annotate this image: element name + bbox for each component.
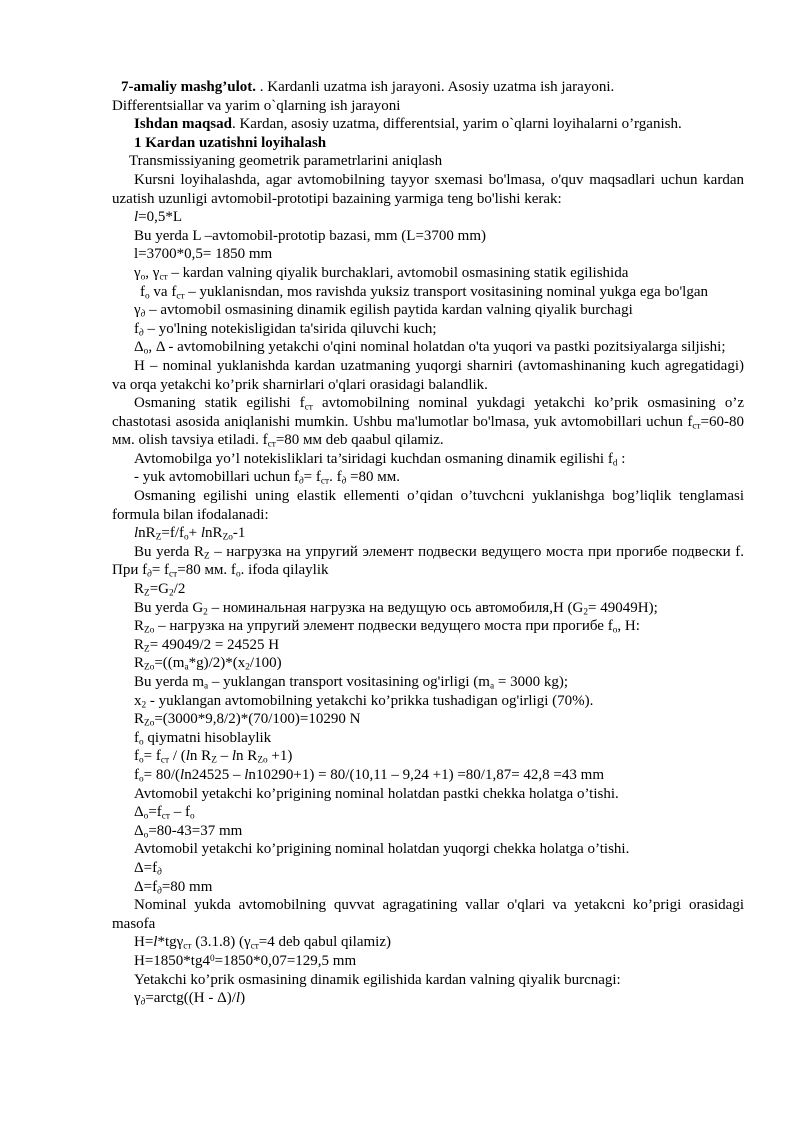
text-run: – yuklanisndan, mos ravishda yuksiz transport vositasining nominal yukga ega bo'lgan — [184, 283, 708, 300]
text-run: R — [134, 655, 145, 672]
subscript-run: Zо — [144, 718, 155, 729]
formula-line — [112, 859, 744, 878]
document-body — [112, 78, 744, 1008]
text-run: Yetakchi ko’prik osmasining dinamik egilishida kardan valning qiyalik burcnagi: — [134, 971, 621, 988]
definition-paragraph — [112, 320, 744, 339]
text-run: R — [134, 636, 145, 653]
subscript-run: о — [184, 532, 189, 543]
text-run: n R — [189, 748, 212, 765]
text-run: R — [134, 581, 145, 598]
subscript-run: Zо — [257, 755, 268, 766]
text-run: , γ — [145, 264, 160, 281]
subscript-run: ст — [159, 272, 168, 283]
body-paragraph — [112, 227, 744, 246]
text-run: – kardan valning qiyalik burchaklari, avtomobil osmasining statik egilishida — [167, 264, 629, 281]
text-run: l=3700*0,5= 1850 mm — [134, 246, 273, 263]
body-paragraph — [112, 729, 744, 748]
text-run: x — [134, 692, 142, 709]
text-run: R — [134, 618, 145, 635]
text-run: γ — [134, 302, 141, 319]
subscript-run: ст — [183, 941, 192, 952]
text-run: =1850*0,07=129,5 mm — [214, 952, 357, 969]
text-run: = 3000 kg); — [494, 674, 568, 690]
subscript-run: Zо — [144, 625, 155, 636]
text-run: l — [244, 766, 249, 783]
body-paragraph — [112, 785, 744, 804]
subscript-run: ст — [267, 439, 276, 450]
text-run: =80 мм deb qaabul qilamiz. — [275, 432, 444, 449]
text-run: Bu yerda G — [134, 599, 204, 616]
text-run: =f — [148, 804, 162, 821]
subscript-run: д — [140, 309, 146, 320]
text-run: = 49049Н); — [588, 599, 658, 616]
text-run: l — [235, 990, 241, 1007]
subscript-run: ст — [320, 476, 330, 487]
subscript-run: о — [139, 755, 144, 766]
subscript-run: о — [143, 811, 149, 822]
formula-line — [112, 654, 744, 673]
subscript-run: ст — [304, 402, 313, 413]
text-run: Δ — [134, 804, 144, 821]
text-run: : — [617, 450, 626, 467]
text-run: H=1850*tg4 — [134, 952, 210, 969]
subscript-run: д — [157, 867, 162, 878]
title-paragraph — [112, 78, 744, 115]
subscript-run: о — [612, 625, 618, 636]
subscript-run: ст — [160, 755, 170, 766]
definition-paragraph — [112, 264, 744, 283]
subscript-run: д — [341, 476, 347, 487]
superscript-run: 0 — [209, 953, 215, 964]
text-run: - yuk avtomobillari uchun f — [134, 469, 299, 486]
subscript-run: д — [147, 569, 152, 580]
text-run: =80 мм. f — [177, 562, 236, 579]
body-paragraph — [112, 896, 744, 933]
text-run: =0,5*L — [138, 209, 183, 226]
text-run: Bu yerda m — [134, 674, 204, 690]
subscript-run: д — [298, 476, 304, 487]
subscript-run: о — [139, 737, 144, 748]
body-paragraph — [112, 543, 744, 580]
formula-line — [112, 710, 744, 729]
subscript-run: о — [143, 346, 149, 357]
subscript-run: d — [612, 458, 618, 469]
formula-line — [112, 989, 744, 1008]
text-run: . ifoda qilaylik — [240, 562, 329, 579]
text-run: γ — [134, 990, 141, 1007]
text-run: γ — [134, 264, 141, 281]
text-run: avtomobilning nominal yukdagi yetakchi ko’prik osmasining o’z chastotasi asosida aniqlanishi mumkin. Ushbu ma'lumotlar bo'lmasa, yuk avtomobillari uchun f — [112, 395, 744, 430]
formula-line — [112, 952, 744, 971]
subsection-heading — [112, 152, 744, 171]
bold-text-run: Ishdan maqsad — [134, 116, 232, 133]
section-heading — [112, 134, 744, 153]
subscript-run: о — [139, 774, 144, 785]
body-paragraph — [112, 971, 744, 990]
formula-line — [112, 636, 744, 655]
subscript-run: Zо — [222, 532, 233, 543]
text-run: H= — [134, 934, 154, 951]
body-paragraph — [112, 840, 744, 859]
text-run: f — [134, 320, 139, 337]
subscript-run: о — [145, 290, 150, 301]
body-paragraph — [112, 599, 744, 618]
text-run: – — [216, 748, 232, 765]
text-run: =((m — [154, 655, 185, 672]
text-run: l — [200, 525, 206, 542]
text-run: Δ — [134, 339, 144, 356]
subscript-run: ст — [250, 941, 259, 952]
text-run: =(3000*9,8/2)*(70/100)=10290 N — [154, 711, 361, 728]
text-run: =60-80 мм. olish tavsiya etiladi. f — [112, 413, 744, 449]
text-run: Avtomobil yetakchi ko’prigining nominal holatdan yuqorgi chekka holatga o’tishi. — [134, 841, 630, 858]
subscript-run: Z — [203, 551, 210, 562]
text-run: H – nominal yuklanishda kardan uzatmaning yuqorgi sharniri (avtomashinaning kuch agregatidagi) va orqa yetakchi ko’prik sharnirlari o'qlari orasidagi balandlik. — [112, 357, 744, 393]
text-run: - yuklangan avtomobilning yetakchi ko’prikka tushadigan og'irligi (70%). — [146, 692, 594, 709]
subscript-run: о — [143, 830, 149, 841]
formula-line — [112, 245, 744, 264]
text-run: – f — [169, 804, 190, 821]
subscript-run: о — [140, 272, 146, 283]
text-run: l — [231, 748, 237, 765]
text-run: l — [185, 748, 190, 765]
text-run: nR — [138, 525, 156, 542]
text-run: – нагрузка на упругий элемент подвески ведущего моста при прогибе f — [154, 618, 613, 635]
text-run: – avtomobil osmasining dinamik egilish paytida kardan valning qiyalik burchagi — [145, 302, 633, 319]
text-run: R — [134, 711, 145, 728]
subscript-run: д — [157, 885, 162, 896]
definition-paragraph — [112, 283, 744, 302]
text-run: – номинальная нагрузка на ведущую ось автомобиля,Н (G — [207, 599, 584, 616]
subscript-run: 2 — [203, 606, 208, 617]
text-run: =80-43=37 mm — [148, 822, 243, 839]
subscript-run: д — [140, 997, 146, 1008]
subscript-run: Zо — [144, 662, 155, 673]
text-run: – yo'lning notekisligidan ta'sirida qiluvchi kuch; — [143, 320, 437, 337]
text-run: = 49049/2 = 24525 Н — [149, 636, 280, 653]
formula-line — [112, 822, 744, 841]
text-run: =80 mm — [161, 878, 213, 895]
text-run: = f — [303, 469, 321, 486]
text-run: – нагрузка на упругий элемент подвески ведущего моста при прогибе подвески f. При f — [112, 543, 744, 579]
text-run: Nominal yukda avtomobilning quvvat agragatining vallar o'qlari va yetakcni ko’prigi orasidagi masofa — [112, 897, 744, 932]
subscript-run: Z — [144, 588, 150, 599]
formula-line — [112, 580, 744, 599]
subscript-run: 2 — [245, 662, 250, 673]
subscript-run: ст — [161, 811, 170, 822]
subscript-run: a — [203, 681, 209, 692]
text-run: , Δ - avtomobilning yetakchi o'qini nominal holatdan o'ta yuqori va pastki pozitsiyalarga siljishi; — [148, 339, 726, 356]
subscript-run: 2 — [141, 699, 147, 710]
bold-text-run: 7-amaliy mashg’ulot. — [121, 79, 256, 95]
formula-line — [112, 803, 744, 822]
text-run: +1) — [267, 748, 293, 765]
text-run: =f/f — [161, 525, 184, 542]
subscript-run: a — [489, 681, 495, 692]
text-run: Bu yerda L –avtomobil-prototip bazasi, mm (L=3700 mm) — [134, 227, 487, 244]
text-run: *g)/2)*(x — [188, 655, 246, 672]
text-run: . Kardan, asosiy uzatma, differentsial, yarim o`qlarni loyihalarni o’rganish. — [231, 116, 682, 133]
subscript-run: 2 — [583, 606, 589, 617]
formula-line — [112, 766, 744, 785]
text-run: =80 мм. — [346, 469, 400, 486]
text-run: + — [188, 525, 201, 542]
text-run: /100) — [249, 655, 282, 672]
subscript-run: д — [139, 328, 144, 339]
text-run: qiymatni hisoblaylik — [143, 729, 272, 746]
body-paragraph — [112, 171, 744, 208]
text-run: /2 — [173, 581, 186, 598]
subscript-run: Z — [144, 644, 150, 655]
text-run: f — [134, 748, 139, 765]
subscript-run: a — [184, 662, 189, 673]
subscript-run: Z — [155, 532, 162, 543]
formula-line — [112, 524, 744, 543]
definition-paragraph — [112, 338, 744, 357]
formula-line — [112, 878, 744, 897]
subscript-run: 2 — [169, 588, 174, 599]
text-run: Transmissiyaning geometrik parametrlarini aniqlash — [129, 153, 443, 170]
list-item-paragraph — [112, 468, 744, 487]
text-run: = f — [151, 562, 170, 579]
formula-line — [112, 747, 744, 766]
text-run: *tgγ — [157, 934, 184, 951]
text-run: n24525 – — [184, 766, 245, 783]
text-run: – yuklangan transport vositasining og'irligi (m — [208, 674, 490, 690]
subscript-run: ст — [176, 290, 185, 301]
text-run: f — [134, 766, 139, 783]
formula-line — [112, 208, 744, 227]
body-paragraph — [112, 692, 744, 711]
subscript-run: ст — [692, 421, 701, 431]
text-run: f — [134, 729, 139, 746]
text-run: l — [134, 525, 139, 542]
text-run: =4 deb qabul qilamiz) — [258, 934, 391, 951]
text-run: nR — [205, 525, 223, 542]
goal-paragraph — [112, 115, 744, 134]
text-run: ) — [240, 990, 246, 1007]
text-run: =arctg((H - Δ)/ — [145, 990, 236, 1007]
body-paragraph — [112, 450, 744, 469]
text-run: / ( — [169, 748, 186, 765]
text-run: n10290+1) = 80/(10,11 – 9,24 +1) =80/1,87= 42,8 =43 mm — [248, 766, 604, 783]
text-run: Δ=f — [134, 878, 158, 895]
text-run: f — [140, 283, 145, 300]
text-run: = f — [143, 748, 161, 765]
text-run: = 80/( — [143, 766, 181, 783]
text-run: Δ — [134, 822, 144, 839]
text-run: Avtomobil yetakchi ko’prigining nominal holatdan pastki chekka holatga o’tishi. — [134, 785, 619, 802]
text-run: Avtomobilga yo’l notekisliklari ta’siridagi kuchdan osmaning dinamik egilishi f — [134, 450, 613, 467]
definition-paragraph — [112, 301, 744, 320]
text-run: . f — [329, 469, 342, 486]
text-run: -1 — [232, 525, 246, 542]
text-run: n R — [236, 748, 258, 765]
subscript-run: ст — [169, 569, 178, 580]
text-run: Osmaning egilishi uning elastik ellementi o’qidan o’tuvchcni yuklanishga bog’liqlik tenglamasi formula bilan ifodalanadi: — [112, 488, 744, 523]
text-run: Osmaning statik egilishi f — [134, 395, 305, 412]
text-run: , Н: — [617, 618, 640, 635]
formula-line — [112, 933, 744, 952]
subscript-run: о — [235, 569, 241, 580]
text-run: Bu yerda R — [134, 543, 204, 560]
bold-text-run: 1 Kardan uzatishni loyihalash — [134, 134, 327, 151]
text-run: l — [134, 209, 139, 226]
definition-paragraph — [112, 357, 744, 394]
text-run: l — [153, 934, 158, 951]
body-paragraph — [112, 617, 744, 636]
body-paragraph — [112, 487, 744, 524]
subscript-run: Z — [211, 755, 217, 766]
subscript-run: о — [189, 811, 195, 822]
text-run: Kursni loyihalashda, agar avtomobilning tayyor sxemasi bo'lmasa, o'quv maqsadlari uchun kardan uzatish uzunligi avtomobil-prototipi bazaining yarmiga teng bo'lishi kerak: — [112, 171, 744, 207]
body-paragraph — [112, 673, 744, 692]
text-run: . Kardanli uzatma ish jarayoni. Asosiy uzatma ish jarayoni. — [256, 79, 615, 95]
text-run: va f — [149, 283, 177, 300]
text-run: l — [180, 766, 185, 783]
text-run: Δ=f — [134, 859, 158, 876]
text-run: (3.1.8) (γ — [191, 934, 251, 951]
text-run: =G — [149, 581, 169, 598]
text-run: Differentsiallar va yarim o`qlarning ish jarayoni — [112, 97, 401, 114]
body-paragraph — [112, 394, 744, 450]
